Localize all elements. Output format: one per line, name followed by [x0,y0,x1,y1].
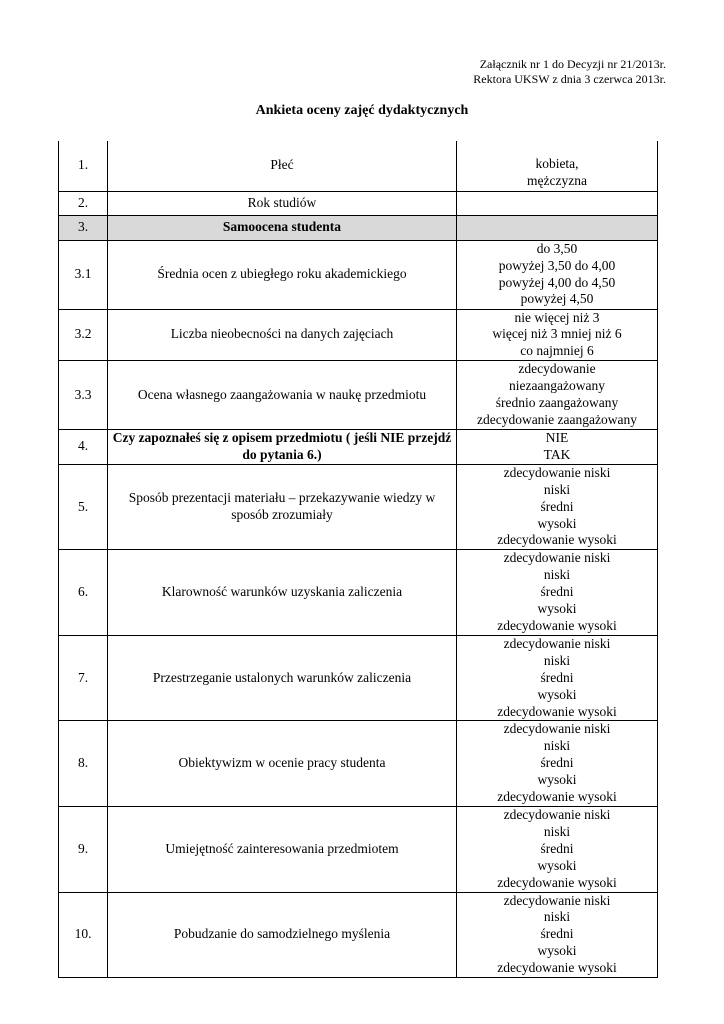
table-row [59,191,658,215]
answer-option: wysoki [537,857,577,873]
row-number: 10. [59,892,108,978]
answer-options [457,429,658,464]
answer-option: zdecydowanie niski [503,550,611,566]
row-number: 2. [59,191,108,215]
answer-option: powyżej 3,50 do 4,00 [498,257,616,273]
answer-option: niski [543,823,571,839]
table-row [59,635,658,721]
survey-table [58,141,658,978]
answer-options [457,141,658,191]
answer-option: zdecydowanie wysoki [497,532,617,548]
answer-options [457,806,658,892]
row-number: 4. [59,429,108,464]
table-row [59,240,658,309]
answer-option: zdecydowanie wysoki [497,703,617,719]
table-row [59,892,658,978]
answer-option: zdecydowanie zaangażowany [476,411,638,427]
answer-option: nie więcej niż 3 [514,309,600,325]
section-header-row [59,215,658,240]
answer-options [457,215,658,240]
answer-option: powyżej 4,00 do 4,50 [498,274,616,290]
answer-option: zdecydowanie niski [503,721,611,737]
answer-option: zdecydowanie niski [503,806,611,822]
question-text: Średnia ocen z ubiegłego roku akademickiego [108,240,457,309]
answer-option: średni [540,498,574,514]
answer-option: TAK [543,446,571,462]
attachment-note [473,57,666,87]
answer-option: wysoki [537,772,577,788]
question-text: Umiejętność zainteresowania przedmiotem [108,806,457,892]
question-text: Obiektywizm w ocenie pracy studenta [108,721,457,807]
answer-options [457,550,658,636]
row-number: 3.2 [59,309,108,361]
question-text: Sposób prezentacji materiału – przekazywanie wiedzy w sposób zrozumiały [108,464,457,550]
question-text: Rok studiów [108,191,457,215]
answer-option: NIE [545,429,569,445]
row-number: 1. [59,141,108,191]
answer-option: średni [540,584,574,600]
row-number: 3.3 [59,361,108,430]
answer-option: wysoki [537,601,577,617]
question-text: Pobudzanie do samodzielnego myślenia [108,892,457,978]
answer-option: kobieta, [535,155,579,171]
question-text: Klarowność warunków uzyskania zaliczenia [108,550,457,636]
answer-option: zdecydowanie wysoki [497,960,617,976]
answer-option: zdecydowanie niski [503,635,611,651]
table-row [59,550,658,636]
answer-option: niski [543,481,571,497]
table-row [59,806,658,892]
answer-options [457,635,658,721]
question-text: Liczba nieobecności na danych zajęciach [108,309,457,361]
question-text: Czy zapoznałeś się z opisem przedmiotu ( jeśli NIE przejdź do pytania 6.) [108,429,457,464]
row-number: 3.1 [59,240,108,309]
row-number: 9. [59,806,108,892]
row-number: 3. [59,215,108,240]
answer-option: co najmniej 6 [520,343,594,359]
answer-option: wysoki [537,686,577,702]
table-row [59,309,658,361]
row-number: 7. [59,635,108,721]
row-number: 6. [59,550,108,636]
table-row [59,361,658,430]
answer-option: zdecydowanie niski [503,892,611,908]
answer-options [457,721,658,807]
answer-options [457,464,658,550]
answer-options [457,240,658,309]
attachment-note-line2: Rektora UKSW z dnia 3 czerwca 2013r. [473,72,666,86]
answer-option: zdecydowanie [518,361,596,377]
answer-option: zdecydowanie wysoki [497,789,617,805]
answer-option: niezaangażowany [509,378,605,394]
answer-option: zdecydowanie wysoki [497,874,617,890]
answer-option: niski [543,738,571,754]
answer-option: niski [543,567,571,583]
question-text: Przestrzeganie ustalonych warunków zaliczenia [108,635,457,721]
answer-options [457,191,658,215]
answer-option: średni [540,840,574,856]
table-row [59,721,658,807]
question-text: Ocena własnego zaangażowania w naukę przedmiotu [108,361,457,430]
answer-option: średni [540,755,574,771]
answer-option: wysoki [537,943,577,959]
answer-option: do 3,50 [536,240,578,256]
answer-option: średni [540,926,574,942]
answer-option: niski [543,909,571,925]
page-title: Ankieta oceny zajęć dydaktycznych [255,103,469,118]
section-title: Samoocena studenta [108,215,457,240]
answer-option: mężczyzna [527,172,587,188]
answer-option: niski [543,652,571,668]
answer-option: średnio zaangażowany [495,395,619,411]
table-row [59,464,658,550]
answer-option: więcej niż 3 mniej niż 6 [492,326,622,342]
row-number: 8. [59,721,108,807]
row-number: 5. [59,464,108,550]
answer-options [457,892,658,978]
answer-option: zdecydowanie niski [503,464,611,480]
attachment-note-line1: Załącznik nr 1 do Decyzji nr 21/2013r. [479,57,666,71]
answer-options [457,361,658,430]
table-row [59,429,658,464]
table-row [59,141,658,191]
answer-option: średni [540,669,574,685]
answer-option: powyżej 4,50 [520,291,594,307]
answer-option: zdecydowanie wysoki [497,618,617,633]
answer-option: wysoki [537,515,577,531]
question-text: Płeć [108,141,457,191]
answer-options [457,309,658,361]
